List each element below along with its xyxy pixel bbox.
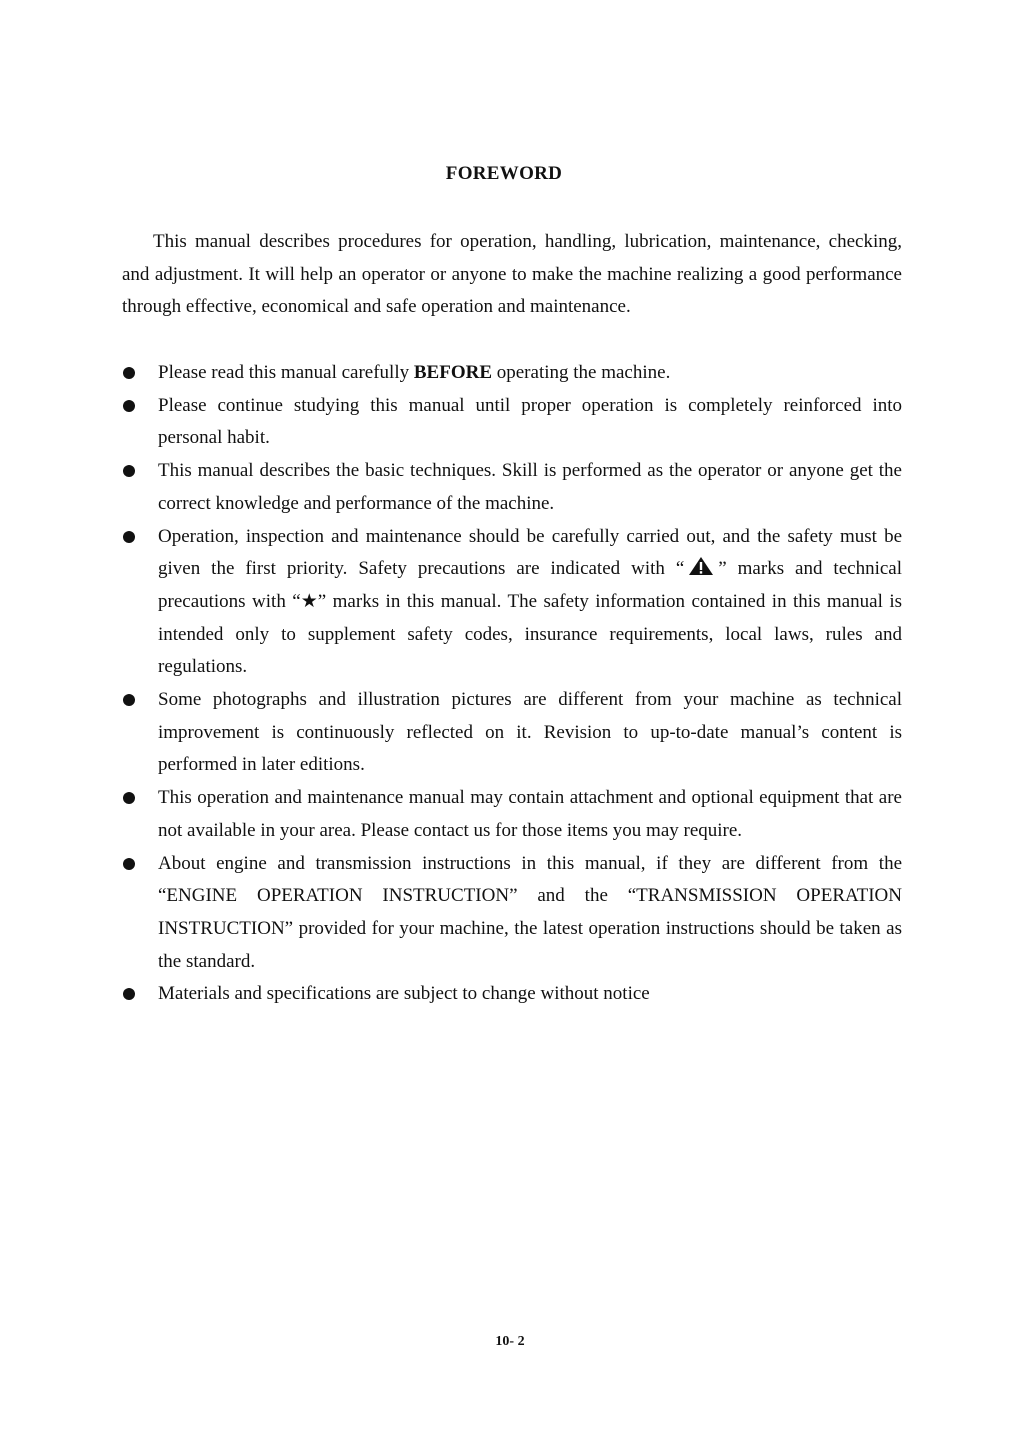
warning-triangle-icon [688,556,714,576]
bullet-text: Materials and specifications are subject to change without notice [158,983,650,1005]
bullet-icon [123,694,135,706]
bullet-list [122,357,902,1011]
bullet-text: About engine and transmission instructions in this manual, if they are different from the “ENGINE OPERATION INSTRUCTION” and the “TRANSMISSION OPERATION INSTRUCTION” provided for your machine, the latest operation instructions should be taken as the standard. [158,852,902,972]
bullet-icon [123,367,135,379]
bullet-text: This operation and maintenance manual may contain attachment and optional equipment that are not available in your area. Please contact us for those items you may require. [158,787,902,841]
list-item [122,455,902,520]
bullet-icon [123,400,135,412]
list-item [122,357,902,390]
list-item [122,782,902,847]
list-item [122,390,902,455]
bullet-text-mid: ” marks and technical precautions with “ [158,558,902,612]
star-icon: ★ [300,590,318,612]
bullet-icon [123,792,135,804]
bullet-text: Some photographs and illustration pictures are different from your machine as technical improvement is continuously reflected on it. Revision to up-to-date manual’s content is performed in later editions. [158,689,902,776]
bullet-text: This manual describes the basic techniques. Skill is performed as the operator or anyone get the correct knowledge and performance of the machine. [158,460,902,514]
list-item [122,684,902,782]
list-item [122,978,902,1011]
bullet-icon [123,531,135,543]
bullet-icon [123,465,135,477]
list-item [122,521,902,685]
bullet-text: Please continue studying this manual until proper operation is completely reinforced into personal habit. [158,394,902,449]
bullet-icon [123,988,135,1000]
bullet-icon [123,858,135,870]
bullet-text-post: operating the machine. [492,362,671,383]
page-title: FOREWORD [445,163,563,184]
bullet-text-bold: BEFORE [413,362,492,383]
bullet-text-pre: Operation, inspection and maintenance should be carefully carried out, and the safety must be given the first priority. Safety precautions are indicated with “ [158,525,902,580]
page-number: 10- 2 [495,1334,525,1349]
bullet-text-pre: Please read this manual carefully [158,362,414,383]
list-item [122,848,902,979]
intro-paragraph: This manual describes procedures for operation, handling, lubrication, maintenance, checking, and adjustment. It will help an operator or anyone to make the machine realizing a good performance through effective, economical and safe operation and maintenance. [122,231,902,318]
bullet-text-post: ” marks in this manual. The safety information contained in this manual is intended only to supplement safety codes, insurance requirements, local laws, rules and regulations. [158,590,902,678]
